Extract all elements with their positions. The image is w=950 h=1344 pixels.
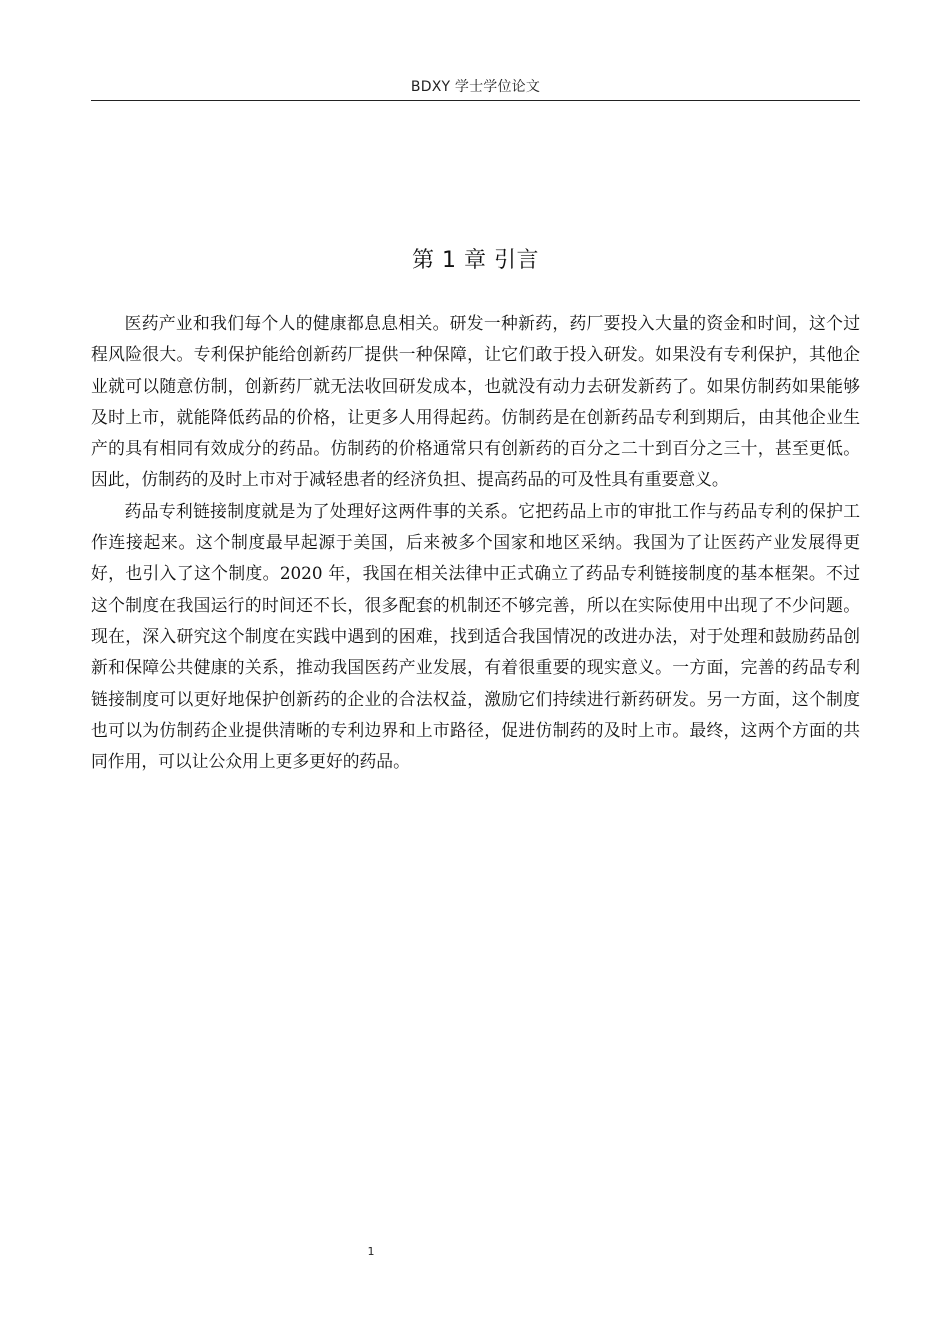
paragraph: 医药产业和我们每个人的健康都息息相关。研发一种新药，药厂要投入大量的资金和时间，这个过程风险很大。专利保护能给创新药厂提供一种保障，让它们敢于投入研发。如果没有专利保护，其他企业就可以随意仿制，创新药厂就无法收回研发成本，也就没有动力去研发新药了。如果仿制药如果能够及时上市，就能降低药品的价格，让更多人用得起药。仿制药是在创新药品专利到期后，由其他企业生产的具有相同有效成分的药品。仿制药的价格通常只有创新药的百分之二十到百分之三十，甚至更低。因此，仿制药的及时上市对于减轻患者的经济负担、提高药品的可及性具有重要意义。 [91,313,860,490]
paragraph: 药品专利链接制度就是为了处理好这两件事的关系。它把药品上市的审批工作与药品专利的保护工作连接起来。这个制度最早起源于美国，后来被多个国家和地区采纳。我国为了让医药产业发展得更好，也引入了这个制度。2020 年，我国在相关法律中正式确立了药品专利链接制度的基本框架。不过这个制度在我国运行的时间还不长，很多配套的机制还不够完善，所以在实际使用中出现了不少问题。现在，深入研究这个制度在实践中遇到的困难，找到适合我国情况的改进办法，对于处理和鼓励药品创新和保障公共健康的关系，推动我国医药产业发展，有着很重要的现实意义。一方面，完善的药品专利链接制度可以更好地保护创新药的企业的合法权益，激励它们持续进行新药研发。另一方面，这个制度也可以为仿制药企业提供清晰的专利边界和上市路径，促进仿制药的及时上市。最终，这两个方面的共同作用，可以让公众用上更多更好的药品。 [91,500,860,772]
running-header: BDXY 学士学位论文 [410,79,541,95]
body-text [91,308,860,777]
chapter-title: 第 1 章 引言 [412,248,539,273]
header-divider [91,100,860,101]
page-number: 1 [367,1245,375,1258]
